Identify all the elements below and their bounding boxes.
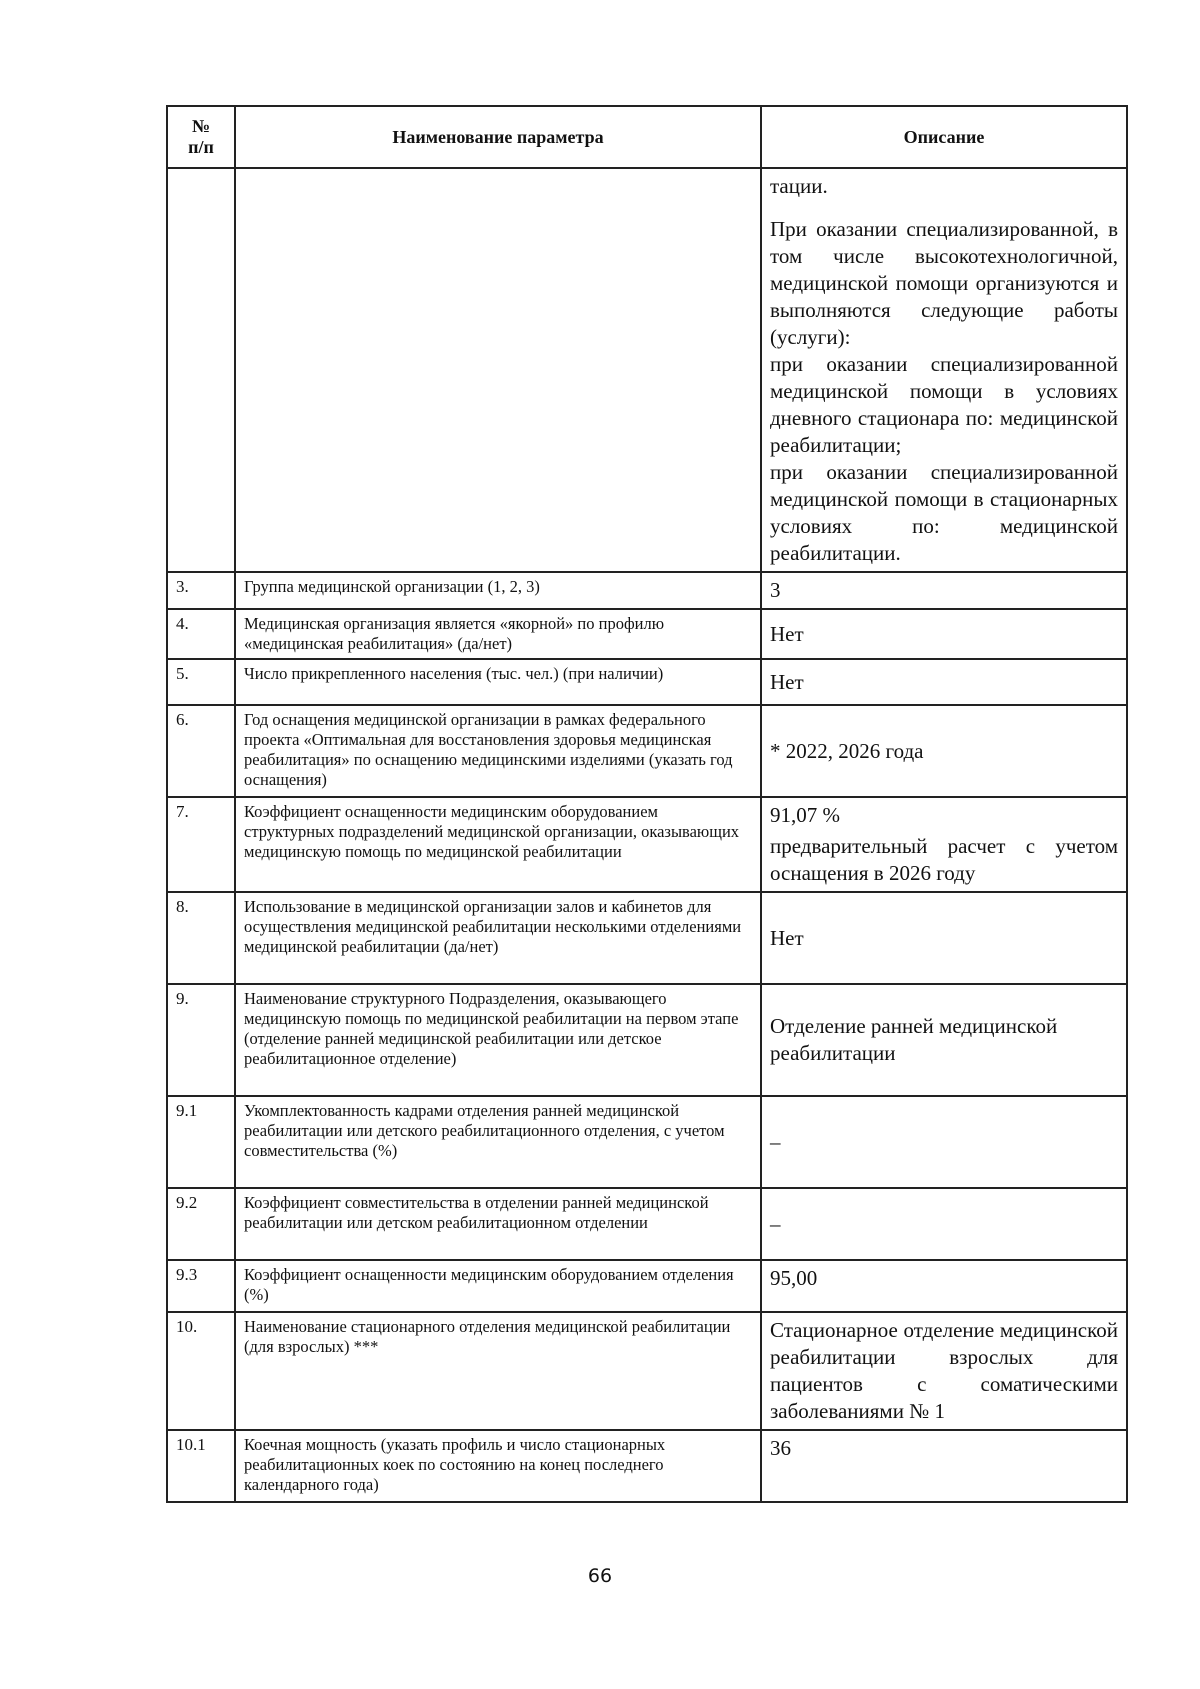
row-num: 9.3	[167, 1260, 235, 1312]
row-name: Использование в медицинской организации залов и кабинетов для осуществления медицинской реабилитации несколькими отделениями медицинской реабилитации (да/нет)	[235, 892, 761, 984]
row-num: 7.	[167, 797, 235, 892]
row-name: Коэффициент совместительства в отделении ранней медицинской реабилитации или детском реабилитационном отделении	[235, 1188, 761, 1260]
row-name: Наименование структурного Подразделения, оказывающего медицинскую помощь по медицинской реабилитации на первом этапе (отделение ранней медицинской реабилитации или детское реабилитационное отделение)	[235, 984, 761, 1096]
table-row	[167, 1260, 1127, 1312]
row-num: 9.1	[167, 1096, 235, 1188]
row-desc	[761, 168, 1127, 572]
row-name: Коэффициент оснащенности медицинским оборудованием отделения (%)	[235, 1260, 761, 1312]
row-desc: Отделение ранней медицинской реабилитации	[761, 984, 1127, 1096]
table-row	[167, 705, 1127, 797]
row-name: Группа медицинской организации (1, 2, 3)	[235, 572, 761, 609]
row-desc: Нет	[761, 609, 1127, 659]
table-row	[167, 797, 1127, 892]
row-desc: Нет	[761, 659, 1127, 705]
table-row	[167, 1312, 1127, 1430]
table-row	[167, 1430, 1127, 1502]
parameters-table	[166, 105, 1128, 1503]
row-num: 9.2	[167, 1188, 235, 1260]
header-num: № п/п	[167, 106, 235, 168]
row-num	[167, 168, 235, 572]
row-desc: –	[761, 1188, 1127, 1260]
row-desc: 95,00	[761, 1260, 1127, 1312]
row-num: 8.	[167, 892, 235, 984]
row-desc: –	[761, 1096, 1127, 1188]
page-number: 66	[587, 1565, 613, 1587]
header-name: Наименование параметра	[235, 106, 761, 168]
row-num: 5.	[167, 659, 235, 705]
desc-para-1: При оказании специализированной, в том числе высокотехнологичной, медицинской помощи организуются и выполняются следующие работы (услуги):	[770, 217, 1118, 349]
row-num: 9.	[167, 984, 235, 1096]
row-desc: * 2022, 2026 года	[761, 705, 1127, 797]
table-row-continuation	[167, 168, 1127, 572]
table-row	[167, 572, 1127, 609]
desc-para-2: при оказании специализированной медицинской помощи в условиях дневного стационара по: медицинской реабилитации;	[770, 352, 1118, 457]
row-name: Коечная мощность (указать профиль и число стационарных реабилитационных коек по состоянию на конец последнего календарного года)	[235, 1430, 761, 1502]
row-desc: 36	[761, 1430, 1127, 1502]
row-num: 3.	[167, 572, 235, 609]
row-name: Наименование стационарного отделения медицинской реабилитации (для взрослых) ***	[235, 1312, 761, 1430]
row-name: Год оснащения медицинской организации в рамках федерального проекта «Оптимальная для восстановления здоровья медицинская реабилитация» по оснащению медицинскими изделиями (указать год оснащения)	[235, 705, 761, 797]
row-num: 10.1	[167, 1430, 235, 1502]
row-name: Медицинская организация является «якорной» по профилю «медицинская реабилитация» (да/нет)	[235, 609, 761, 659]
header-desc: Описание	[761, 106, 1127, 168]
table-row	[167, 892, 1127, 984]
row-desc	[761, 797, 1127, 892]
row-desc: Стационарное отделение медицинской реабилитации взрослых для пациентов с соматическими заболеваниями № 1	[761, 1312, 1127, 1430]
row-num: 10.	[167, 1312, 235, 1430]
desc-note: предварительный расчет с учетом оснащения в 2026 году	[770, 834, 1118, 885]
row-desc: Нет	[761, 892, 1127, 984]
row-num: 6.	[167, 705, 235, 797]
desc-tail: тации.	[770, 174, 828, 198]
row-name: Укомплектованность кадрами отделения ранней медицинской реабилитации или детского реабилитационного отделения, с учетом совместительства (%)	[235, 1096, 761, 1188]
table-row	[167, 1096, 1127, 1188]
row-num: 4.	[167, 609, 235, 659]
row-name	[235, 168, 761, 572]
table-row	[167, 659, 1127, 705]
table-row	[167, 1188, 1127, 1260]
row-name: Коэффициент оснащенности медицинским оборудованием структурных подразделений медицинской организации, оказывающих медицинскую помощь по медицинской реабилитации	[235, 797, 761, 892]
table-row	[167, 984, 1127, 1096]
table-row	[167, 609, 1127, 659]
desc-value: 91,07 %	[770, 803, 840, 827]
row-desc: 3	[761, 572, 1127, 609]
row-name: Число прикрепленного населения (тыс. чел.) (при наличии)	[235, 659, 761, 705]
desc-para-3: при оказании специализированной медицинской помощи в стационарных условиях по: медицинской реабилитации.	[770, 460, 1118, 565]
table-header-row	[167, 106, 1127, 168]
